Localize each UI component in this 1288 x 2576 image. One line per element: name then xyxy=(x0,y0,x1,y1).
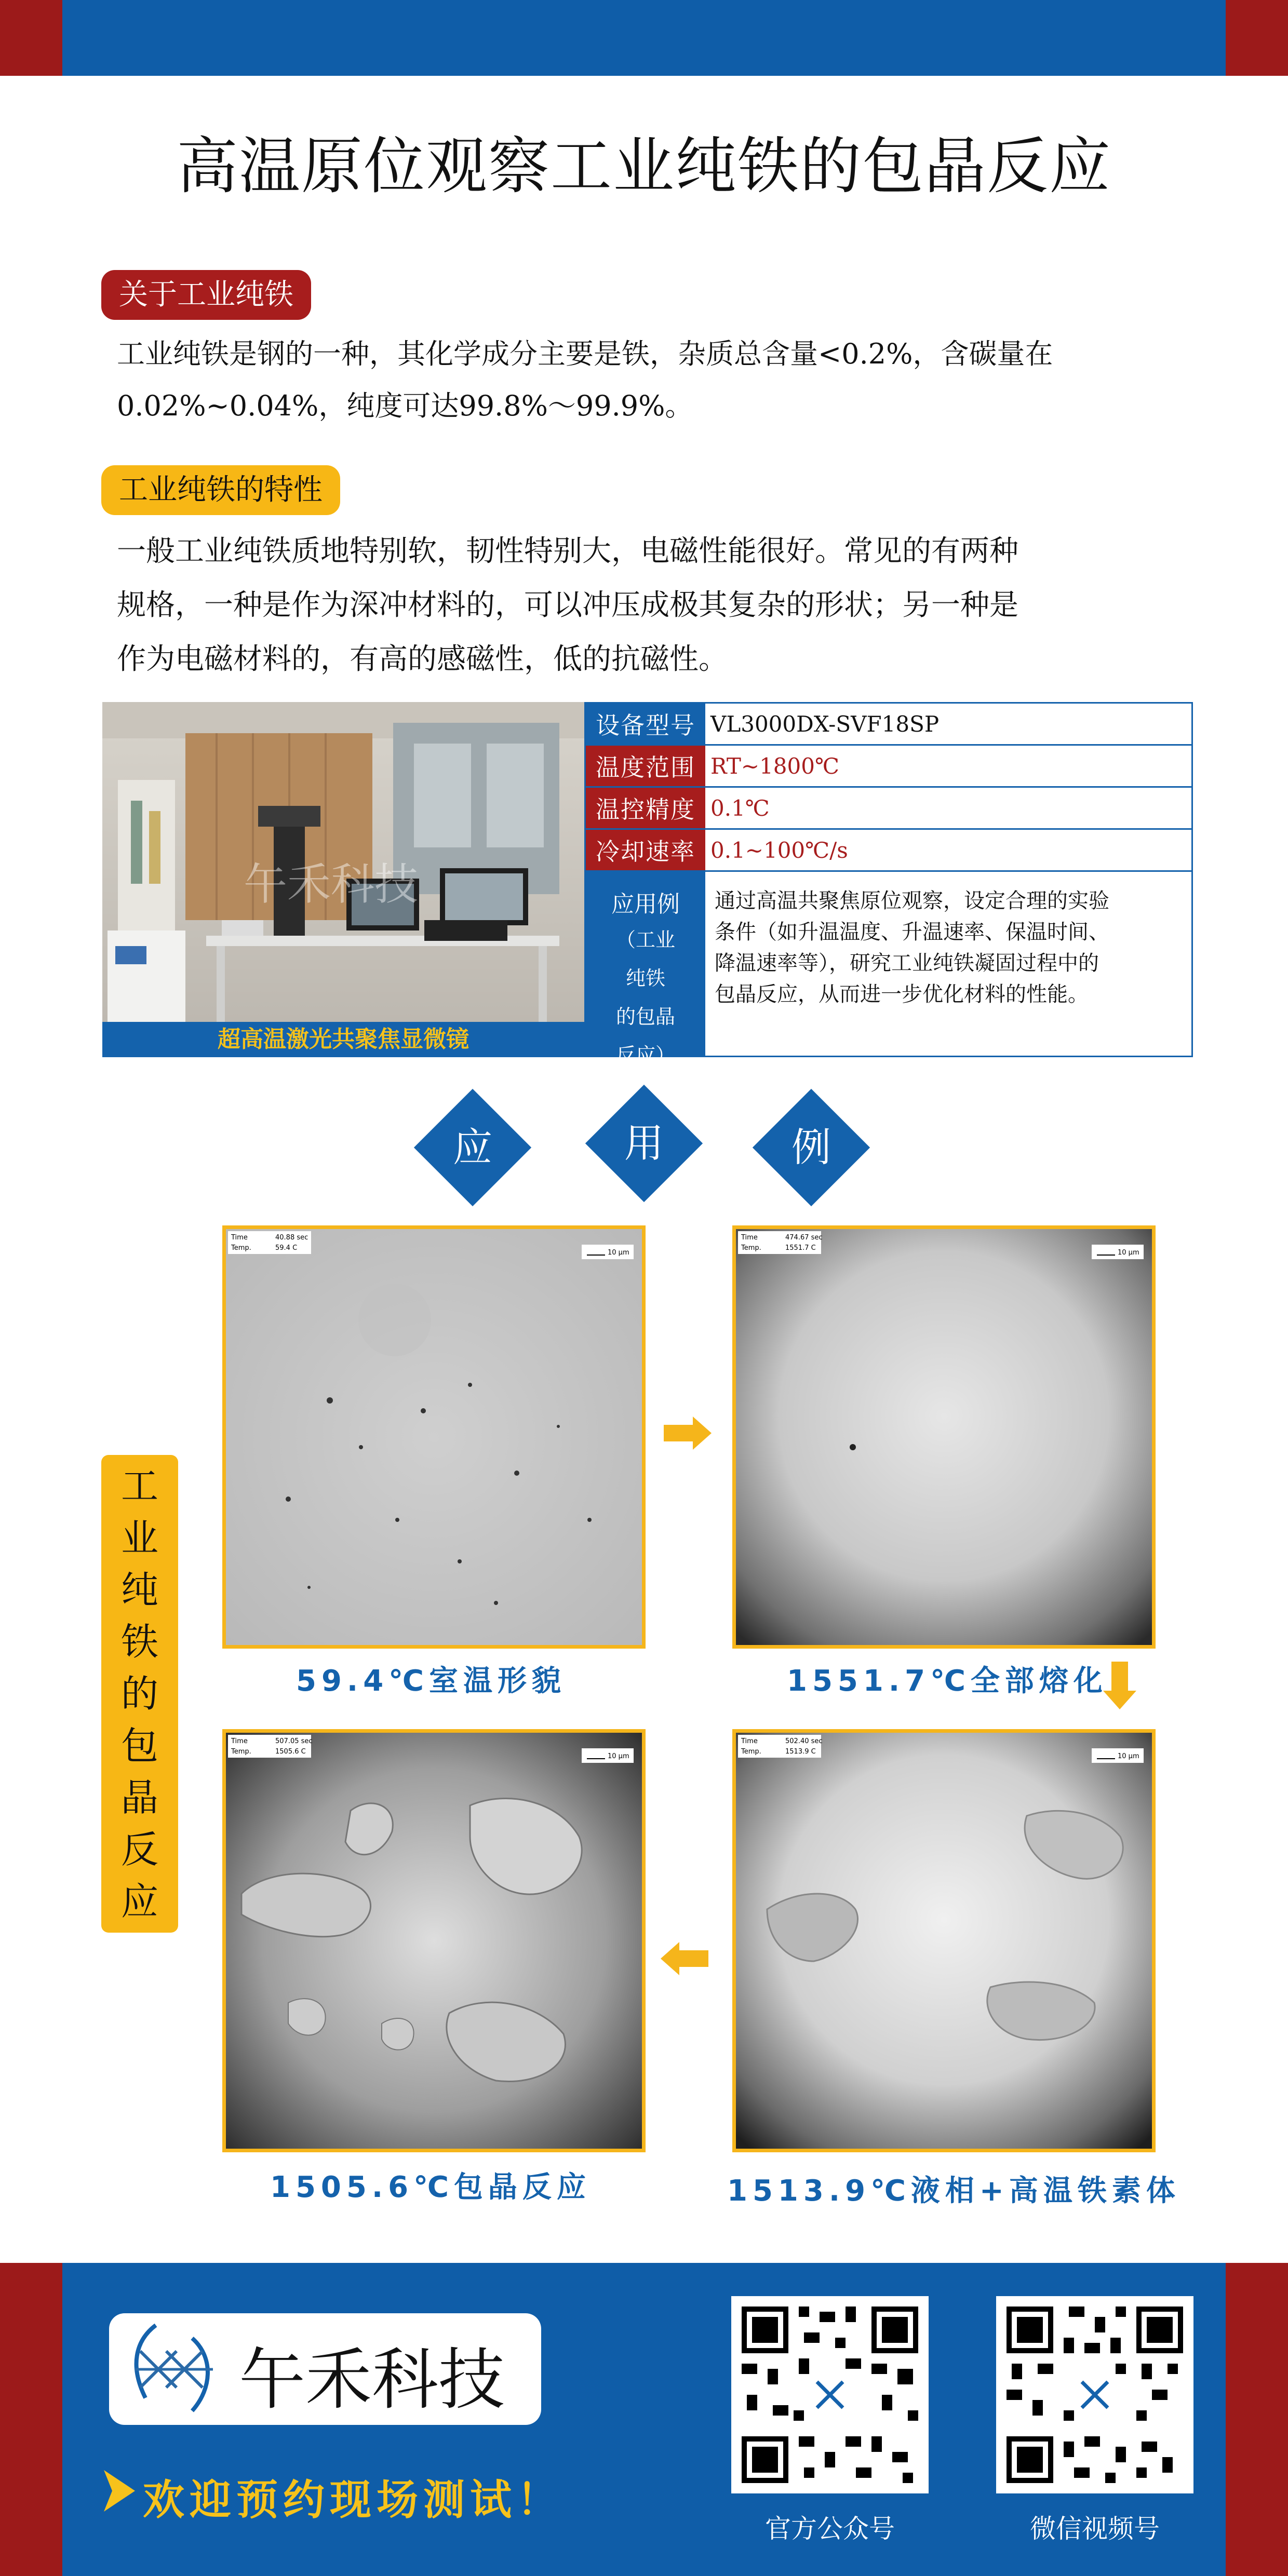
mg2-temp-value: 1551.7 C xyxy=(785,1244,816,1252)
application-key-title: 应用例 xyxy=(611,891,680,918)
qr-label-video-account: 微信视频号 xyxy=(1030,2514,1160,2544)
spec-key-model: 设备型号 xyxy=(586,704,705,744)
vertical-char-9: 应 xyxy=(120,1880,158,1923)
mg3-temp-label: Temp. xyxy=(741,1748,761,1756)
microscope-photo xyxy=(102,702,584,1022)
section-tag-properties: 工业纯铁的特性 xyxy=(101,465,340,515)
spec-value-model: VL3000DX-SVF18SP xyxy=(710,711,940,737)
arrow-left-icon xyxy=(661,1942,708,1977)
slogan-arrow-icon xyxy=(104,2470,135,2514)
caption-room-temperature: 59.4℃室温形貌 xyxy=(296,1664,566,1698)
micrograph-liquid-ferrite xyxy=(732,1729,1156,2152)
spec-key-temperature-accuracy: 温控精度 xyxy=(586,788,705,828)
spec-row-temperature-range xyxy=(586,746,1191,788)
company-logo-icon xyxy=(125,2320,229,2421)
application-key-sub-2: 纯铁 xyxy=(625,967,665,990)
mg1-temp-label: Temp. xyxy=(231,1244,251,1252)
application-key-sub-3: 的包晶 xyxy=(615,1005,675,1028)
diamond-label-2: 用 xyxy=(624,1120,664,1166)
qr-code-official-account[interactable] xyxy=(731,2296,929,2493)
micrograph-fully-melted xyxy=(732,1225,1156,1649)
vertical-label-box xyxy=(101,1455,178,1933)
application-line-1: 通过高温共聚焦原位观察，设定合理的实验 xyxy=(715,889,1109,913)
about-line-1: 工业纯铁是钢的一种，其化学成分主要是铁，杂质总含量<0.2%，含碳量在 xyxy=(117,338,1053,370)
vertical-char-7: 晶 xyxy=(120,1776,158,1819)
spec-row-model xyxy=(586,704,1191,746)
vertical-char-8: 反 xyxy=(120,1828,158,1871)
header-band-right xyxy=(1226,0,1288,76)
caption-peritectic: 1505.6℃包晶反应 xyxy=(270,2170,591,2204)
vertical-char-5: 的 xyxy=(120,1672,158,1716)
section-tag-about: 关于工业纯铁 xyxy=(101,270,311,320)
spec-row-cooling-rate xyxy=(586,830,1191,872)
mg3-time-value: 502.40 sec xyxy=(785,1737,823,1745)
properties-paragraph xyxy=(117,524,1171,686)
footer-band-left xyxy=(0,2263,62,2576)
micrograph-peritectic xyxy=(222,1729,646,2152)
vertical-char-2: 业 xyxy=(120,1516,158,1560)
mg2-time-value: 474.67 sec xyxy=(785,1234,823,1242)
mg1-time-label: Time xyxy=(231,1234,248,1242)
header-band-left xyxy=(0,0,62,76)
page-title: 高温原位观察工业纯铁的包晶反应 xyxy=(176,130,1111,202)
application-line-4: 包晶反应，从而进一步优化材料的性能。 xyxy=(715,982,1089,1006)
caption-liquid-ferrite: 1513.9℃液相+高温铁素体 xyxy=(727,2174,1180,2208)
spec-key-cooling-rate: 冷却速率 xyxy=(586,830,705,870)
about-paragraph xyxy=(117,328,1171,432)
footer-band-right xyxy=(1226,2263,1288,2576)
diamond-label-3: 例 xyxy=(791,1124,831,1170)
vertical-char-4: 铁 xyxy=(120,1620,158,1664)
spec-value-cooling-rate: 0.1~100℃/s xyxy=(710,837,848,863)
mg3-scale: 10 μm xyxy=(1118,1752,1139,1760)
mg1-time-value: 40.88 sec xyxy=(275,1234,308,1242)
mg3-temp-value: 1513.9 C xyxy=(785,1748,816,1756)
spec-row-temperature-accuracy xyxy=(586,788,1191,830)
company-name: 午禾科技 xyxy=(239,2341,505,2419)
qr-code-video-account[interactable] xyxy=(996,2296,1193,2493)
spec-key-temperature-range: 温度范围 xyxy=(586,746,705,786)
mg4-time-label: Time xyxy=(231,1737,248,1745)
qr-label-official-account: 官方公众号 xyxy=(765,2514,895,2544)
caption-fully-melted: 1551.7℃全部熔化 xyxy=(787,1664,1108,1698)
vertical-char-1: 工 xyxy=(120,1464,158,1508)
mg2-scale: 10 μm xyxy=(1118,1249,1139,1257)
micrograph-room-temperature xyxy=(222,1225,646,1649)
mg1-scale: 10 μm xyxy=(608,1249,629,1257)
mg4-temp-value: 1505.6 C xyxy=(275,1748,306,1756)
properties-line-3: 作为电磁材料的，有高的感磁性，低的抗磁性。 xyxy=(117,642,728,676)
spec-value-temperature-range: RT~1800℃ xyxy=(710,753,839,779)
slogan: 欢迎预约现场测试！ xyxy=(143,2476,564,2524)
application-text xyxy=(715,885,1177,1010)
vertical-char-3: 纯 xyxy=(120,1568,158,1612)
mg4-time-value: 507.05 sec xyxy=(275,1737,313,1745)
vertical-char-6: 包 xyxy=(120,1724,158,1768)
mg4-scale: 10 μm xyxy=(608,1752,629,1760)
properties-line-2: 规格，一种是作为深冲材料的，可以冲压成极其复杂的形状；另一种是 xyxy=(117,588,1018,622)
application-key xyxy=(586,872,705,1067)
spec-value-temperature-accuracy: 0.1℃ xyxy=(710,795,770,821)
header-band xyxy=(62,0,1226,76)
application-key-sub-4: 反应） xyxy=(615,1044,675,1067)
application-line-3: 降温速率等），研究工业纯铁凝固过程中的 xyxy=(715,951,1099,975)
arrow-right-icon xyxy=(664,1417,712,1452)
about-line-2: 0.02%~0.04%，纯度可达99.8%～99.9%。 xyxy=(117,389,693,422)
photo-watermark: 午禾科技 xyxy=(243,859,419,910)
spec-table xyxy=(584,702,1193,1067)
application-key-sub-1: （工业 xyxy=(615,928,675,951)
mg2-temp-label: Temp. xyxy=(741,1244,761,1252)
application-line-2: 条件（如升温温度、升温速率、保温时间、 xyxy=(715,920,1109,944)
mg3-time-label: Time xyxy=(741,1737,758,1745)
mg2-time-label: Time xyxy=(741,1234,758,1242)
mg1-temp-value: 59.4 C xyxy=(275,1244,298,1252)
microscope-caption: 超高温激光共聚焦显微镜 xyxy=(102,1022,584,1057)
arrow-down-icon xyxy=(1103,1662,1136,1711)
mg4-temp-label: Temp. xyxy=(231,1748,251,1756)
diamond-label-1: 应 xyxy=(453,1124,492,1170)
properties-line-1: 一般工业纯铁质地特别软，韧性特别大，电磁性能很好。常见的有两种 xyxy=(117,534,1018,568)
